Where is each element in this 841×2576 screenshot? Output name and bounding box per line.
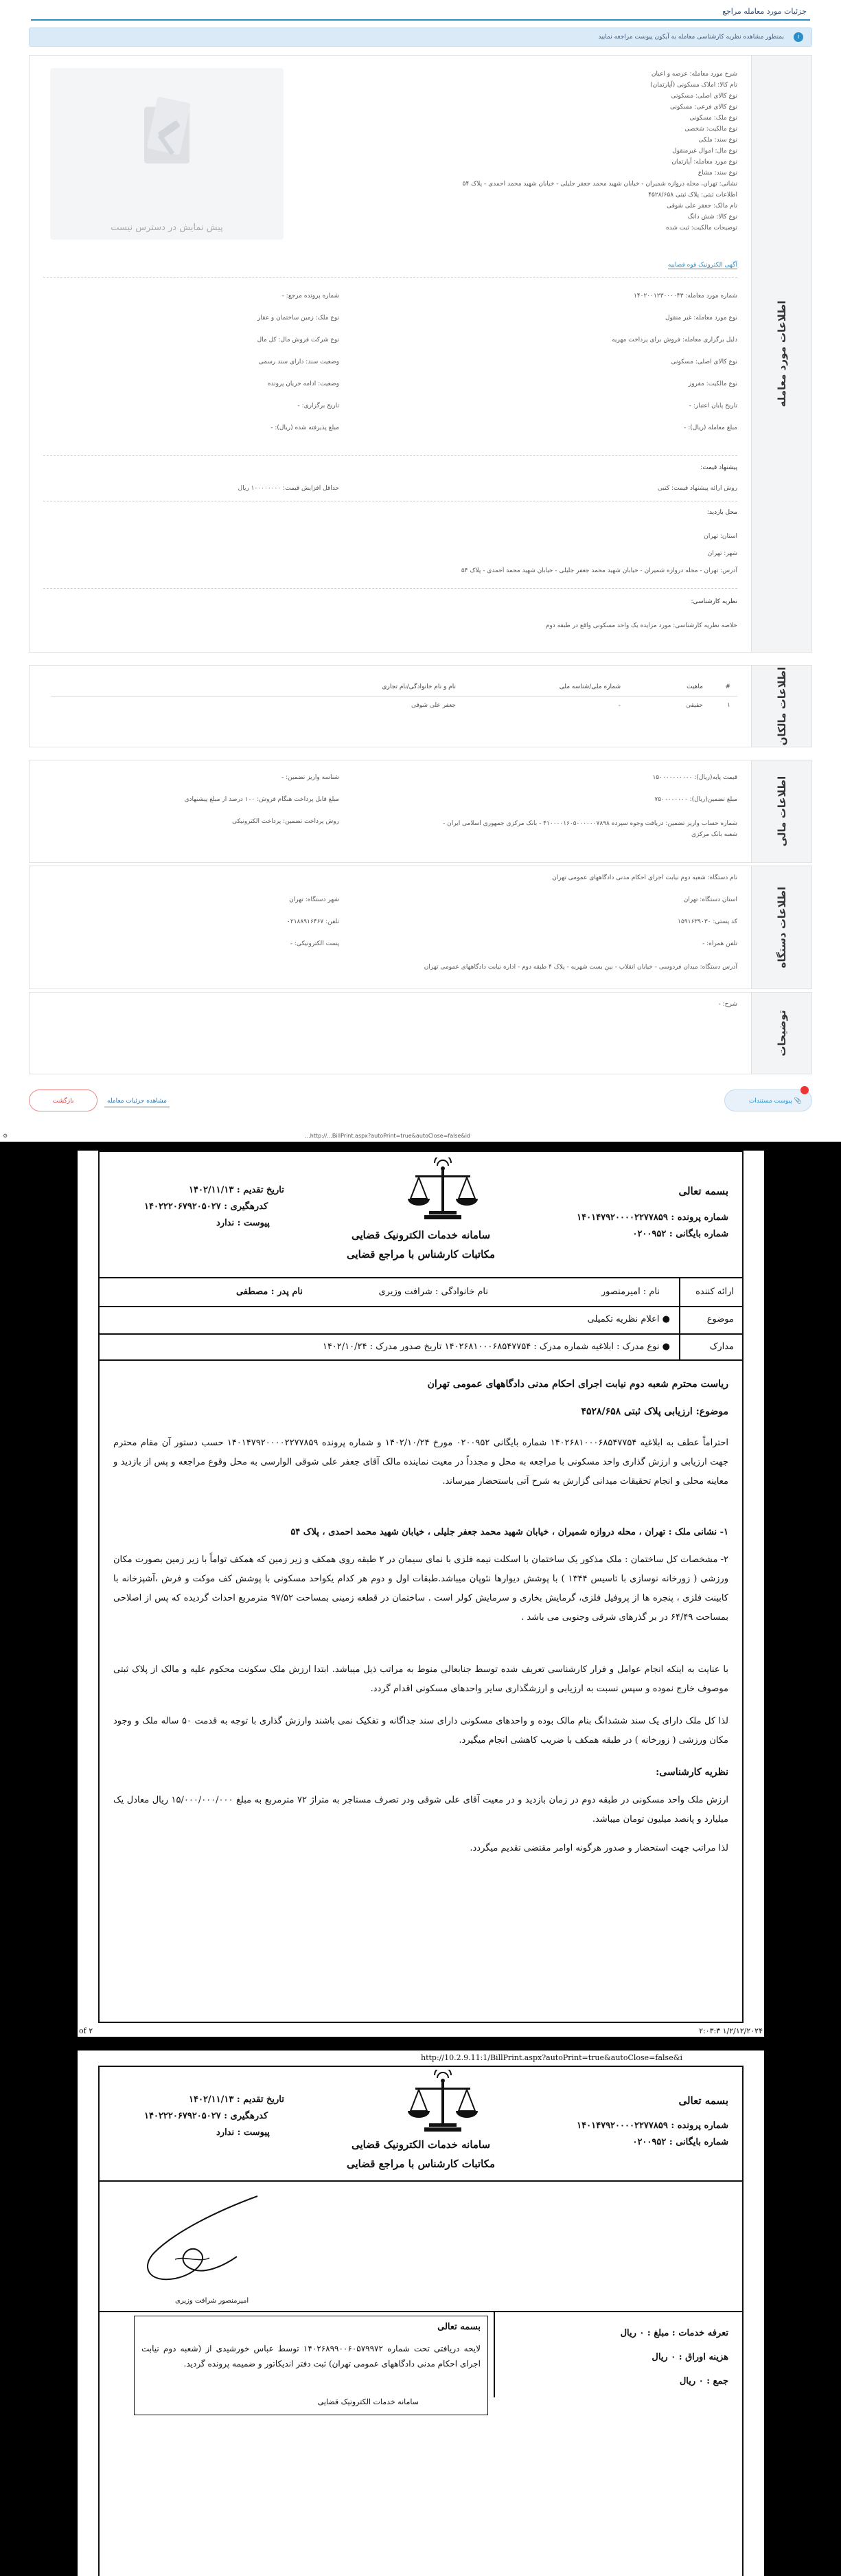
owners-card <box>29 665 812 747</box>
fees-paper: هزینه اوراق : ۰ ریال <box>652 2352 728 2362</box>
org-email: پست الکترونیکی: - <box>290 940 339 947</box>
field-right: مبلغ معامله (ریال): - <box>684 425 737 431</box>
field-right: شماره مورد معامله: ۱۴۰۲۰۰۱۲۳۰۰۰۰۴۳ <box>633 293 737 300</box>
org-postal-code: کد پستی: ۱۵۹۱۶۳۹۰۳۰ <box>678 918 737 925</box>
grid-line <box>100 1359 742 1361</box>
attachments-button[interactable] <box>724 1089 812 1111</box>
signer-name: امیرمنصور شرافت وزیری <box>175 2297 249 2305</box>
doc-attachment: پیوست : ندارد <box>216 1218 270 1228</box>
field-left: نوع شرکت فروش مال: کل مال <box>257 337 339 343</box>
divider <box>43 588 737 589</box>
justice-scale-icon <box>405 2070 481 2135</box>
doc-tracking-code: کدرهگیری : ۱۴۰۲۲۲۰۶۷۹۲۰۵۰۲۷ <box>144 1201 268 1212</box>
description-line: اطلاعات ثبتی: پلاک ثبتی ۴۵۲۸/۶۵۸ <box>648 192 737 199</box>
doc2-date: تاریخ تقدیم : ۱۴۰۲/۱۱/۱۳ <box>189 2094 284 2105</box>
description-line: نوع مالکیت: شخصی <box>684 126 737 133</box>
field-right: نوع کالای اصلی: مسکونی <box>671 359 737 365</box>
doc-header: بسمه تعالی <box>678 1185 728 1197</box>
doc-paragraph-2: ۱- نشانی ملک : تهران ، محله دروازه شمیران ، خیابان شهید محمد جعفر جلیلی ، خیابان شهید محمد احمدی ، پلاک ۵۴ <box>290 1527 728 1537</box>
documents-text: نوع مدرک : ابلاغیه شماره مدرک : ۱۴۰۲۶۸۱۰۰۰۶۸۵۴۷۷۵۴ تاریخ صدور مدرک : ۱۴۰۲/۱۰/۲۴ <box>322 1342 660 1352</box>
deal-details-link[interactable]: مشاهده جزئیات معامله <box>104 1095 170 1107</box>
cell-national-id: - <box>618 702 621 709</box>
fees-total: جمع : ۰ ریال <box>679 2376 728 2386</box>
grid-separator <box>679 1278 680 1359</box>
submitter-grid <box>100 1277 742 1359</box>
grid-line <box>100 1333 742 1335</box>
description-line: نوع سند: ملکی <box>698 137 737 144</box>
document-page-2 <box>78 2050 764 2576</box>
print-url-bar <box>0 1132 841 1142</box>
field-right: نوع مالکیت: مفروز <box>688 381 737 387</box>
doc-paragraph-7: لذا مراتب جهت استحضار و صدور هرگونه اوامر مقتضی تقدیم میگردد. <box>470 1843 728 1853</box>
org-city: شهر دستگاه: تهران <box>289 896 339 903</box>
description-line: نوع کالای فرعی: مسکونی <box>670 104 737 111</box>
description-heading: توضیحات <box>775 1010 788 1057</box>
col-name: نام و نام خانوادگی/نام تجاری <box>51 678 463 697</box>
org-address: آدرس دستگاه: میدان فردوسی - خیابان انقلاب - بین بست شهریه - پلاک ۴ طبقه دوم - اداره نیابت دادگاههای عمومی تهران <box>424 964 737 971</box>
info-icon: i <box>794 32 803 42</box>
base-price: قیمت پایه(ریال): ۱۵۰۰۰۰۰۰۰۰۰۰ <box>652 774 737 781</box>
org-mobile: تلفن همراه: - <box>702 940 737 947</box>
no-preview-text: پیش نمایش در دسترس نیست <box>111 223 223 233</box>
description-line: نوع کالای اصلی: مسکونی <box>671 93 737 100</box>
doc2-tracking-code: کدرهگیری : ۱۴۰۲۲۲۰۶۷۹۲۰۵۰۲۷ <box>144 2111 268 2121</box>
financial-side <box>751 760 811 862</box>
field-right: دلیل برگزاری معامله: فروش برای پرداخت مهریه <box>612 337 737 343</box>
field-left: شماره پرونده مرجع: - <box>281 293 339 300</box>
attachments-label: پیوست مستندات <box>748 1098 792 1105</box>
owners-table <box>51 678 737 714</box>
title-underline <box>31 19 810 21</box>
doc-paragraph-3: ۲- مشخصات کل ساختمان : ملک مذکور یک ساختمان با اسکلت نیمه فلزی با نمای سیمان در ۲ طبقه روی همکف و زیر زمین که همکف تواماً با زیر زمین بصورت مکان ورزشی ( زورخانه نوسازی با تاسیس ۱۳۴۴ ) با پوشش دیوارها نئوپان میباشد.طبقات اول و دوم هر کدام یکواحد مسکونی با پوشش کف موکت و فرش ،آشپزخانه با کابینت فلزی ، پنجره ها از پروفیل فلزی، گرمایش بخاری و سرمایش کولر است . ساختمان در قطعه زمینی بمساحت ۹۷/۵۲ مترمربع احداث گردیده که پس از اصلاحی بمساحت ۶۴/۴۹ در بر گذرهای شرقی وجنوبی می باشد . <box>113 1555 728 1623</box>
receipt-footer: سامانه خدمات الکترونیک قضایی <box>317 2397 419 2406</box>
doc-expert-heading: نظریه کارشناسی: <box>656 1767 728 1778</box>
visit-address: آدرس: تهران - محله دروازه شمیران - خیابان شهید محمد جعفر جلیلی - خیابان شهید محمد احمدی - پلاک ۵۴ <box>461 567 737 574</box>
owners-header-row <box>51 678 737 697</box>
submitter-father: نام پدر : مصطفی <box>235 1287 303 1297</box>
grid-line <box>100 2311 742 2312</box>
back-button[interactable]: بازگشت <box>29 1089 97 1111</box>
doc-archive-number: شماره بایگانی : ۰۲۰۰۹۵۲ <box>632 1229 728 1239</box>
field-left: وضعیت: ادامه جریان پرونده <box>267 381 339 387</box>
image-placeholder <box>50 68 284 240</box>
notification-badge <box>800 1086 809 1094</box>
grid-separator <box>494 2311 495 2397</box>
fees-service: تعرفه خدمات : مبلغ : ۰ ریال <box>620 2328 728 2338</box>
receipt-header: بسمه تعالی <box>437 2322 481 2332</box>
org-name: نام دستگاه: شعبه دوم نیابت اجرای احکام مدنی دادگاههای عمومی تهران <box>552 874 737 881</box>
org-province: استان دستگاه: تهران <box>683 896 737 903</box>
deal-info-heading: اطلاعات مورد معامله <box>775 300 788 407</box>
expert-title: نظریه کارشناسی: <box>691 598 737 605</box>
payable-amount: مبلغ قابل پرداخت هنگام فروش: ۱۰۰ درصد از مبلغ پیشنهادی <box>184 796 339 803</box>
org-phone: تلفن: ۰۲۱۸۸۹۱۶۴۶۷ <box>287 918 339 925</box>
submitter-last-name: نام خانوادگی : شرافت وزیری <box>378 1287 488 1297</box>
cell-type: حقیقی <box>686 702 703 709</box>
grid-line <box>100 1306 742 1307</box>
documents-label: مدارک <box>709 1342 734 1352</box>
doc2-org-sub: مکاتبات کارشناس با مراجع قضایی <box>346 2158 495 2170</box>
notice-banner <box>29 27 812 47</box>
doc-paragraph-1: احتراماً عطف به ابلاغیه ۱۴۰۲۶۸۱۰۰۰۶۸۵۴۷۷۵۴ شماره بایگانی ۰۲۰۰۹۵۲ مورخ ۱۴۰۲/۱۰/۲۴ و شماره پرونده ۱۴۰۱۴۷۹۲۰۰۰۰۲۲۷۷۸۵۹ حسب دستور آن مقام محترم جهت ارزیابی و ارزش گذاری واحد مسکونی با مراجعه به محل و مجدداً در معیت نماینده مالک آقای جعفر علی شوقی الوارسی به محل وقوع مراجعه و پس از بازدید و معاینه محلی و انجام تحقیقات میدانی گزارش به شرح آتی باستحضار میرساند. <box>113 1438 728 1487</box>
doc2-case-number: شماره پرونده : ۱۴۰۱۴۷۹۲۰۰۰۰۲۲۷۷۸۵۹ <box>577 2121 728 2131</box>
visit-province: استان: تهران <box>704 533 737 540</box>
field-left: تاریخ برگزاری: - <box>297 403 339 409</box>
divider <box>43 455 737 456</box>
paperclip-icon: 📎 <box>794 1098 802 1105</box>
doc-paragraph-5: لذا کل ملک دارای یک سند ششدانگ بنام مالک بوده و واحدهای مسکونی دارای سند جداگانه و تفکیک نمی باشند وارزش گذاری با توجه به قدمت ۵۰ ساله ملک و وجود مکان ورزشی ( زورخانه ) در طبقه همکف با ضریب کاهشی انجام میگیرد. <box>113 1716 729 1745</box>
justice-scale-icon <box>405 1157 481 1223</box>
document-page-1 <box>78 1151 764 2037</box>
description-line: نوع ملک: مسکونی <box>689 115 737 122</box>
doc-addressee: ریاست محترم شعبه دوم نیابت اجرای احکام مدنی دادگاههای عمومی تهران <box>427 1379 728 1390</box>
doc-subject: موضوع: ارزیابی پلاک ثبتی ۴۵۲۸/۶۵۸ <box>581 1406 728 1417</box>
description-line: نوع سند: مشاع <box>698 170 737 177</box>
page2-url: http://10.2.9.11:1/BillPrint.aspx?autoPrint=true&autoClose=false&i <box>421 2053 683 2062</box>
deposit-method: روش پرداخت تضمین: پرداخت الکترونیکی <box>232 818 339 825</box>
field-left: نوع ملک: زمین ساختمان و عقار <box>257 315 339 321</box>
table-row <box>51 697 737 715</box>
deal-info-side <box>751 56 811 652</box>
action-bar <box>29 1085 812 1116</box>
page2-frame <box>98 2066 744 2576</box>
description-line: نام کالا: املاک مسکونی (آپارتمان) <box>650 82 737 89</box>
deposit-account: شماره حساب واریز تضمین: دریافت وجوه سپرده ۴۱۰۰۰۰۱۶۰۵۰۰۰۰۰۰۷۸۹۸ - بانک مرکزی جمهوری اسلامی ایران - شعبه بانک مرکزی <box>443 820 737 838</box>
ad-link[interactable]: آگهی الکترونیک قوه قضاییه <box>667 262 737 269</box>
gavel-placeholder-icon <box>129 95 205 171</box>
page1-footer-count: of ۲ <box>79 2026 93 2035</box>
description-line: شرح مورد معامله: عرصه و اعیان <box>651 71 737 78</box>
description-line: توضیحات مالکیت: ثبت شده <box>665 225 737 231</box>
doc-case-number: شماره پرونده : ۱۴۰۱۴۷۹۲۰۰۰۰۲۲۷۷۸۵۹ <box>577 1212 728 1223</box>
price-method: روش ارائه پیشنهاد قیمت: کتبی <box>658 485 737 492</box>
documents-value: ● نوع مدرک : ابلاغیه شماره مدرک : ۱۴۰۲۶۸۱۰۰۰۶۸۵۴۷۷۵۴ تاریخ صدور مدرک : ۱۴۰۲/۱۰/۲۴ <box>322 1342 670 1352</box>
price-min-increase: حداقل افزایش قیمت: ۱۰۰۰۰۰۰۰۰ ریال <box>238 485 339 492</box>
description-card <box>29 992 812 1074</box>
doc-org-name: سامانه خدمات الکترونیک قضایی <box>351 1229 491 1241</box>
visit-city: شهر: تهران <box>707 550 737 557</box>
col-type: ماهیت <box>627 678 710 697</box>
description-line: نام مالک: جعفر علی شوقی <box>667 203 737 210</box>
doc-paragraph-6: ارزش ملک واحد مسکونی در طبقه دوم در زمان بازدید و در معیت آقای علی شوقی ودر تصرف مستاجر به متراژ ۷۲ مترمربع به مبلغ ۱۵/۰۰۰/۰۰۰/۰۰۰ ریال معادل یک میلیارد و پانصد میلیون تومان میباشد. <box>113 1795 729 1824</box>
organization-heading: اطلاعات دستگاه <box>775 886 788 969</box>
visit-title: محل بازدید: <box>706 509 737 516</box>
field-left: مبلغ پذیرفته شده (ریال): - <box>270 425 339 431</box>
cell-index: ۱ <box>727 702 730 709</box>
page-title: جزئیات مورد معامله مراجع <box>722 7 807 16</box>
submitter-first-name: نام : امیرمنصور <box>601 1287 660 1297</box>
subject-value: ● اعلام نظریه تکمیلی <box>587 1314 670 1324</box>
notice-text: بمنظور مشاهده نظریه کارشناسی معامله به آیکون پیوست مراجعه نمایید <box>598 34 784 41</box>
page1-footer-date: ۱/۲/۱۲/۲۰۲۴ ۲:۰۳:۳ <box>699 2026 763 2035</box>
financial-heading: اطلاعات مالی <box>775 776 788 847</box>
description-text: شرح: - <box>718 1001 737 1008</box>
expert-summary: خلاصه نظریه کارشناسی: مورد مزایده یک واحد مسکونی واقع در طبقه دوم <box>545 622 737 629</box>
subject-label: موضوع <box>706 1314 734 1324</box>
print-url: http://...BillPrint.aspx?autoPrint=true&autoClose=false&id... <box>305 1133 470 1139</box>
col-national-id: شماره ملی/شناسه ملی <box>463 678 627 697</box>
deposit-id: شناسه واریز تضمین: - <box>281 774 339 781</box>
owners-heading: اطلاعات مالکان <box>775 666 788 746</box>
doc2-org-name: سامانه خدمات الکترونیک قضایی <box>351 2138 491 2151</box>
grid-line <box>100 2180 742 2182</box>
financial-card <box>29 760 812 863</box>
doc2-archive-number: شماره بایگانی : ۰۲۰۰۹۵۲ <box>632 2137 728 2147</box>
doc2-header: بسمه تعالی <box>678 2094 728 2107</box>
description-line: نوع کالا: شش دانگ <box>687 214 737 221</box>
doc-org-sub: مکاتبات کارشناس با مراجع قضایی <box>346 1248 495 1261</box>
receipt-box <box>134 2316 488 2415</box>
deposit-amount: مبلغ تضمین(ریال): ۷۵۰۰۰۰۰۰۰۰ <box>654 796 737 803</box>
field-right: نوع مورد معامله: غیر منقول <box>665 315 737 321</box>
top-bar <box>0 0 841 26</box>
owners-side <box>751 666 811 747</box>
description-line: نشانی: تهران، محله دروازه شمیران - خیابان شهید محمد جعفر جلیلی - خیابان شهید محمد احمدی - پلاک ۵۴ <box>462 181 737 188</box>
doc-date: تاریخ تقدیم : ۱۴۰۲/۱۱/۱۳ <box>189 1185 284 1195</box>
doc2-attachment: پیوست : ندارد <box>216 2127 270 2138</box>
price-title: پیشنهاد قیمت: <box>700 464 737 471</box>
description-side <box>751 993 811 1074</box>
subject-text: اعلام نظریه تکمیلی <box>587 1314 660 1324</box>
signature-image <box>134 2191 264 2294</box>
field-left: وضعیت سند: دارای سند رسمی <box>258 359 339 365</box>
receipt-text: لایحه دریافتی تحت شماره ۱۴۰۲۶۸۹۹۰۰۶۰۵۷۹۹۷۲ توسط عباس خورشیدی از (شعبه دوم نیابت اجرای احکام مدنی دادگاههای عمومی تهران) ثبت دفتر اندیکاتور و ضمیمه پرونده گردید. <box>141 2344 481 2369</box>
cell-name: جعفر علی شوقی <box>411 702 456 709</box>
submitter-label: ارائه کننده <box>695 1287 734 1297</box>
field-right: تاریخ پایان اعتبار: - <box>689 403 737 409</box>
deal-info-card <box>29 55 812 653</box>
col-index: # <box>710 678 737 697</box>
description-line: نوع مال: اموال غیرمنقول <box>672 148 737 155</box>
divider <box>43 277 737 278</box>
doc-paragraph-4: با عنایت به اینکه انجام عوامل و فرار کارشناسی تعریف شده توسط جنابعالی منوط به مراتب ذیل میباشد. ابتدا ارزش ملک سکونت محکوم علیه و مالک از پلاک ثبتی موصوف خارج نموده و سپس نسبت به ارزیابی و ارزشگذاری سایر واحدهای مسکونی اقدام گردد. <box>113 1664 728 1694</box>
page1-frame <box>98 1151 744 2023</box>
organization-side <box>751 866 811 988</box>
organization-card <box>29 866 812 989</box>
settings-icon: ⚙ <box>3 1133 8 1139</box>
description-line: نوع مورد معامله: آپارتمان <box>671 159 737 166</box>
